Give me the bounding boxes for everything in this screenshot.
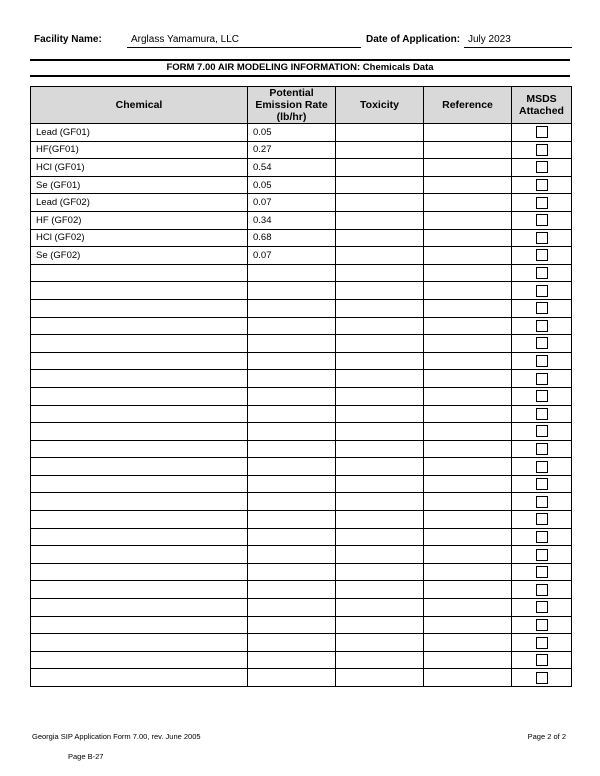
- cell-reference[interactable]: [424, 124, 512, 142]
- cell-msds-attached: [512, 546, 572, 564]
- cell-toxicity[interactable]: [336, 247, 424, 265]
- cell-reference[interactable]: [424, 599, 512, 617]
- cell-emission-rate[interactable]: [248, 511, 336, 529]
- cell-reference[interactable]: [424, 176, 512, 194]
- cell-reference[interactable]: [424, 247, 512, 265]
- cell-msds-attached: [512, 141, 572, 159]
- cell-msds-attached: [512, 511, 572, 529]
- cell-emission-rate[interactable]: [248, 599, 336, 617]
- cell-chemical[interactable]: [31, 511, 248, 529]
- cell-reference[interactable]: [424, 352, 512, 370]
- msds-checkbox[interactable]: [536, 461, 548, 473]
- cell-toxicity[interactable]: [336, 475, 424, 493]
- msds-checkbox[interactable]: [536, 513, 548, 525]
- cell-msds-attached: [512, 563, 572, 581]
- cell-reference[interactable]: [424, 159, 512, 177]
- cell-msds-attached: [512, 282, 572, 300]
- msds-checkbox[interactable]: [536, 654, 548, 666]
- table-row: [31, 387, 572, 405]
- date-of-application-label: Date of Application:: [366, 34, 461, 45]
- cell-reference[interactable]: [424, 405, 512, 423]
- date-of-application-field[interactable]: July 2023: [464, 34, 572, 48]
- cell-msds-attached: [512, 124, 572, 142]
- cell-toxicity[interactable]: [336, 423, 424, 441]
- msds-checkbox[interactable]: [536, 531, 548, 543]
- cell-msds-attached: [512, 616, 572, 634]
- cell-toxicity[interactable]: [336, 563, 424, 581]
- msds-checkbox[interactable]: [536, 601, 548, 613]
- cell-reference[interactable]: [424, 458, 512, 476]
- cell-toxicity[interactable]: [336, 458, 424, 476]
- cell-chemical[interactable]: [31, 634, 248, 652]
- table-row: [31, 423, 572, 441]
- cell-toxicity[interactable]: [336, 229, 424, 247]
- cell-reference[interactable]: [424, 229, 512, 247]
- table-row: [31, 511, 572, 529]
- cell-chemical[interactable]: [31, 458, 248, 476]
- cell-chemical[interactable]: [31, 546, 248, 564]
- msds-checkbox[interactable]: [536, 161, 548, 173]
- cell-toxicity[interactable]: [336, 599, 424, 617]
- cell-emission-rate[interactable]: [248, 546, 336, 564]
- msds-checkbox[interactable]: [536, 566, 548, 578]
- cell-chemical[interactable]: [31, 528, 248, 546]
- cell-msds-attached: [512, 387, 572, 405]
- cell-chemical[interactable]: [31, 423, 248, 441]
- msds-checkbox[interactable]: [536, 637, 548, 649]
- cell-msds-attached: [512, 194, 572, 212]
- cell-toxicity[interactable]: [336, 634, 424, 652]
- msds-checkbox[interactable]: [536, 197, 548, 209]
- cell-reference[interactable]: [424, 440, 512, 458]
- table-row: [31, 352, 572, 370]
- cell-emission-rate[interactable]: [248, 299, 336, 317]
- msds-checkbox[interactable]: [536, 285, 548, 297]
- table-row: [31, 616, 572, 634]
- footer-page-id: Page B-27: [68, 752, 104, 761]
- cell-chemical[interactable]: [31, 581, 248, 599]
- cell-reference[interactable]: [424, 264, 512, 282]
- table-row: [31, 370, 572, 388]
- cell-msds-attached: [512, 335, 572, 353]
- cell-chemical[interactable]: Lead (GF01): [31, 124, 248, 142]
- cell-reference[interactable]: [424, 651, 512, 669]
- cell-chemical[interactable]: [31, 651, 248, 669]
- table-row: [31, 229, 572, 247]
- cell-emission-rate[interactable]: [248, 493, 336, 511]
- cell-toxicity[interactable]: [336, 176, 424, 194]
- cell-reference[interactable]: [424, 387, 512, 405]
- cell-toxicity[interactable]: [336, 282, 424, 300]
- table-row: [31, 669, 572, 687]
- cell-msds-attached: [512, 651, 572, 669]
- cell-reference[interactable]: [424, 528, 512, 546]
- msds-checkbox[interactable]: [536, 249, 548, 261]
- form-title: FORM 7.00 AIR MODELING INFORMATION: Chemicals Data: [30, 59, 570, 77]
- cell-chemical[interactable]: [31, 335, 248, 353]
- cell-chemical[interactable]: HCl (GF02): [31, 229, 248, 247]
- msds-checkbox[interactable]: [536, 390, 548, 402]
- cell-emission-rate[interactable]: [248, 528, 336, 546]
- cell-msds-attached: [512, 317, 572, 335]
- cell-chemical[interactable]: Lead (GF02): [31, 194, 248, 212]
- cell-toxicity[interactable]: [336, 440, 424, 458]
- cell-reference[interactable]: [424, 563, 512, 581]
- table-row: [31, 634, 572, 652]
- cell-msds-attached: [512, 299, 572, 317]
- cell-reference[interactable]: [424, 194, 512, 212]
- cell-emission-rate[interactable]: [248, 264, 336, 282]
- footer-page-of: Page 2 of 2: [527, 732, 566, 741]
- msds-checkbox[interactable]: [536, 373, 548, 385]
- chemicals-table: [30, 86, 572, 687]
- cell-toxicity[interactable]: [336, 264, 424, 282]
- cell-reference[interactable]: [424, 581, 512, 599]
- cell-reference[interactable]: [424, 370, 512, 388]
- cell-msds-attached: [512, 247, 572, 265]
- cell-msds-attached: [512, 581, 572, 599]
- cell-msds-attached: [512, 634, 572, 652]
- cell-msds-attached: [512, 352, 572, 370]
- cell-emission-rate[interactable]: 0.05: [248, 176, 336, 194]
- cell-chemical[interactable]: [31, 405, 248, 423]
- cell-reference[interactable]: [424, 511, 512, 529]
- cell-emission-rate[interactable]: [248, 458, 336, 476]
- cell-toxicity[interactable]: [336, 299, 424, 317]
- cell-emission-rate[interactable]: 0.27: [248, 141, 336, 159]
- msds-checkbox[interactable]: [536, 496, 548, 508]
- cell-reference[interactable]: [424, 282, 512, 300]
- msds-checkbox[interactable]: [536, 355, 548, 367]
- table-row: [31, 405, 572, 423]
- cell-emission-rate[interactable]: 0.34: [248, 211, 336, 229]
- cell-reference[interactable]: [424, 669, 512, 687]
- msds-checkbox[interactable]: [536, 619, 548, 631]
- table-row: [31, 282, 572, 300]
- cell-chemical[interactable]: [31, 317, 248, 335]
- cell-toxicity[interactable]: [336, 493, 424, 511]
- msds-checkbox[interactable]: [536, 126, 548, 138]
- cell-emission-rate[interactable]: 0.54: [248, 159, 336, 177]
- cell-emission-rate[interactable]: [248, 317, 336, 335]
- table-row: [31, 264, 572, 282]
- msds-checkbox[interactable]: [536, 584, 548, 596]
- cell-chemical[interactable]: [31, 387, 248, 405]
- facility-name-label: Facility Name:: [34, 34, 102, 45]
- cell-emission-rate[interactable]: [248, 387, 336, 405]
- cell-reference[interactable]: [424, 616, 512, 634]
- table-row: [31, 124, 572, 142]
- msds-checkbox[interactable]: [536, 320, 548, 332]
- cell-reference[interactable]: [424, 317, 512, 335]
- cell-emission-rate[interactable]: [248, 563, 336, 581]
- cell-msds-attached: [512, 229, 572, 247]
- cell-reference[interactable]: [424, 634, 512, 652]
- table-row: [31, 581, 572, 599]
- cell-toxicity[interactable]: [336, 124, 424, 142]
- msds-checkbox[interactable]: [536, 337, 548, 349]
- cell-emission-rate[interactable]: 0.07: [248, 247, 336, 265]
- facility-name-field[interactable]: Arglass Yamamura, LLC: [127, 34, 361, 48]
- cell-emission-rate[interactable]: [248, 423, 336, 441]
- cell-toxicity[interactable]: [336, 352, 424, 370]
- cell-reference[interactable]: [424, 423, 512, 441]
- form-header: [32, 34, 572, 48]
- msds-checkbox[interactable]: [536, 478, 548, 490]
- col-header-reference: Reference: [424, 87, 512, 124]
- cell-reference[interactable]: [424, 546, 512, 564]
- cell-toxicity[interactable]: [336, 581, 424, 599]
- table-row: [31, 458, 572, 476]
- cell-chemical[interactable]: [31, 299, 248, 317]
- cell-toxicity[interactable]: [336, 616, 424, 634]
- cell-msds-attached: [512, 599, 572, 617]
- cell-chemical[interactable]: [31, 616, 248, 634]
- cell-msds-attached: [512, 370, 572, 388]
- emission-header-line1: Potential: [269, 87, 314, 99]
- cell-toxicity[interactable]: [336, 159, 424, 177]
- cell-chemical[interactable]: Se (GF02): [31, 247, 248, 265]
- table-row: [31, 493, 572, 511]
- msds-checkbox[interactable]: [536, 549, 548, 561]
- cell-toxicity[interactable]: [336, 405, 424, 423]
- msds-header-line1: MSDS: [526, 93, 557, 105]
- cell-chemical[interactable]: [31, 370, 248, 388]
- cell-msds-attached: [512, 159, 572, 177]
- cell-toxicity[interactable]: [336, 211, 424, 229]
- cell-chemical[interactable]: Se (GF01): [31, 176, 248, 194]
- cell-chemical[interactable]: [31, 599, 248, 617]
- cell-emission-rate[interactable]: [248, 669, 336, 687]
- msds-header-line2: Attached: [519, 105, 564, 117]
- cell-emission-rate[interactable]: 0.05: [248, 124, 336, 142]
- cell-toxicity[interactable]: [336, 335, 424, 353]
- msds-checkbox[interactable]: [536, 267, 548, 279]
- cell-toxicity[interactable]: [336, 546, 424, 564]
- table-row: [31, 317, 572, 335]
- table-header-row: [31, 87, 572, 124]
- msds-checkbox[interactable]: [536, 179, 548, 191]
- table-row: [31, 546, 572, 564]
- cell-chemical[interactable]: [31, 475, 248, 493]
- table-row: [31, 299, 572, 317]
- cell-toxicity[interactable]: [336, 387, 424, 405]
- msds-checkbox[interactable]: [536, 214, 548, 226]
- cell-toxicity[interactable]: [336, 528, 424, 546]
- cell-reference[interactable]: [424, 493, 512, 511]
- cell-toxicity[interactable]: [336, 141, 424, 159]
- msds-checkbox[interactable]: [536, 443, 548, 455]
- col-header-msds-attached: [512, 87, 572, 124]
- table-row: [31, 563, 572, 581]
- cell-emission-rate[interactable]: [248, 282, 336, 300]
- cell-reference[interactable]: [424, 335, 512, 353]
- col-header-chemical: Chemical: [31, 87, 248, 124]
- cell-emission-rate[interactable]: [248, 352, 336, 370]
- cell-msds-attached: [512, 405, 572, 423]
- cell-chemical[interactable]: [31, 282, 248, 300]
- cell-emission-rate[interactable]: [248, 616, 336, 634]
- cell-chemical[interactable]: [31, 669, 248, 687]
- cell-emission-rate[interactable]: [248, 335, 336, 353]
- cell-chemical[interactable]: [31, 440, 248, 458]
- cell-msds-attached: [512, 440, 572, 458]
- cell-toxicity[interactable]: [336, 194, 424, 212]
- cell-emission-rate[interactable]: [248, 440, 336, 458]
- table-row: [31, 475, 572, 493]
- msds-checkbox[interactable]: [536, 672, 548, 684]
- msds-checkbox[interactable]: [536, 408, 548, 420]
- cell-chemical[interactable]: HF(GF01): [31, 141, 248, 159]
- cell-msds-attached: [512, 475, 572, 493]
- cell-toxicity[interactable]: [336, 651, 424, 669]
- cell-chemical[interactable]: HF (GF02): [31, 211, 248, 229]
- cell-emission-rate[interactable]: 0.07: [248, 194, 336, 212]
- footer-form-revision: Georgia SIP Application Form 7.00, rev. June 2005: [32, 732, 201, 741]
- table-row: [31, 176, 572, 194]
- table-row: [31, 141, 572, 159]
- emission-header-line3: (lb/hr): [276, 111, 307, 123]
- cell-chemical[interactable]: [31, 352, 248, 370]
- cell-emission-rate[interactable]: [248, 581, 336, 599]
- msds-checkbox[interactable]: [536, 425, 548, 437]
- table-row: [31, 599, 572, 617]
- cell-emission-rate[interactable]: [248, 370, 336, 388]
- cell-emission-rate[interactable]: [248, 651, 336, 669]
- cell-toxicity[interactable]: [336, 511, 424, 529]
- table-row: [31, 651, 572, 669]
- cell-toxicity[interactable]: [336, 317, 424, 335]
- msds-checkbox[interactable]: [536, 232, 548, 244]
- table-row: [31, 528, 572, 546]
- table-row: [31, 247, 572, 265]
- table-row: [31, 440, 572, 458]
- cell-chemical[interactable]: [31, 493, 248, 511]
- table-row: [31, 159, 572, 177]
- cell-toxicity[interactable]: [336, 669, 424, 687]
- cell-msds-attached: [512, 423, 572, 441]
- cell-emission-rate[interactable]: 0.68: [248, 229, 336, 247]
- cell-msds-attached: [512, 458, 572, 476]
- cell-chemical[interactable]: [31, 264, 248, 282]
- msds-checkbox[interactable]: [536, 144, 548, 156]
- table-row: [31, 194, 572, 212]
- col-header-toxicity: Toxicity: [336, 87, 424, 124]
- table-row: [31, 211, 572, 229]
- table-row: [31, 335, 572, 353]
- col-header-emission-rate: [248, 87, 336, 124]
- cell-reference[interactable]: [424, 475, 512, 493]
- msds-checkbox[interactable]: [536, 302, 548, 314]
- cell-emission-rate[interactable]: [248, 475, 336, 493]
- cell-reference[interactable]: [424, 299, 512, 317]
- emission-header-line2: Emission Rate: [255, 99, 328, 111]
- cell-msds-attached: [512, 669, 572, 687]
- cell-msds-attached: [512, 264, 572, 282]
- cell-emission-rate[interactable]: [248, 405, 336, 423]
- cell-msds-attached: [512, 211, 572, 229]
- cell-msds-attached: [512, 176, 572, 194]
- cell-reference[interactable]: [424, 141, 512, 159]
- cell-chemical[interactable]: HCl (GF01): [31, 159, 248, 177]
- cell-msds-attached: [512, 493, 572, 511]
- cell-toxicity[interactable]: [336, 370, 424, 388]
- cell-reference[interactable]: [424, 211, 512, 229]
- cell-chemical[interactable]: [31, 563, 248, 581]
- cell-emission-rate[interactable]: [248, 634, 336, 652]
- cell-msds-attached: [512, 528, 572, 546]
